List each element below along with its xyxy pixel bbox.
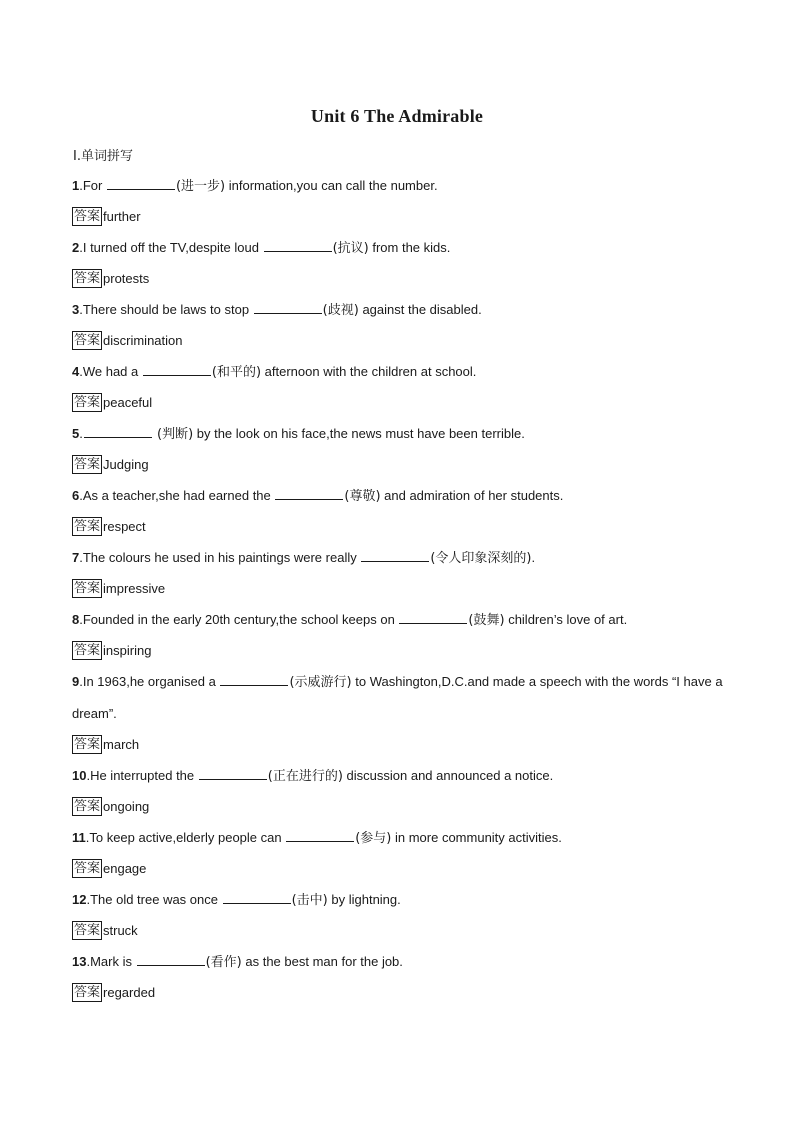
answer-row-11 (72, 853, 732, 884)
answer-row-9 (72, 729, 732, 760)
question-number: 4 (72, 364, 80, 379)
question-text-after: as the best man for the job. (241, 954, 403, 969)
answer-row-2 (72, 263, 732, 294)
answer-blank (220, 674, 288, 686)
question-6 (72, 480, 732, 511)
chinese-hint: (令人印象深刻的) (430, 551, 532, 566)
question-text-before: .As a teacher,she had earned the (79, 488, 275, 503)
question-text-before: .Founded in the early 20th century,the school keeps on (79, 612, 399, 627)
answer-row-8 (72, 635, 732, 666)
question-8 (72, 604, 732, 635)
chinese-hint: (击中) (291, 893, 328, 908)
answer-badge: 答案 (74, 271, 101, 286)
answer-badge: 答案 (74, 395, 101, 410)
question-text-after: afternoon with the children at school. (261, 364, 477, 379)
question-number: 13 (72, 954, 87, 969)
question-number: 1 (72, 178, 80, 193)
question-text-after: by the look on his face,the news must have been terrible. (193, 426, 525, 441)
question-text-before: . (79, 426, 83, 441)
answer-row-10 (72, 791, 732, 822)
question-7 (72, 542, 732, 573)
answer-text: peaceful (103, 395, 153, 410)
answer-blank (286, 830, 354, 842)
question-text-after: against the disabled. (358, 302, 482, 317)
chinese-hint: (尊敬) (344, 489, 381, 504)
question-11 (72, 822, 732, 853)
question-text-before: .For (79, 178, 106, 193)
answer-blank (275, 488, 343, 500)
question-text-after: discussion and announced a notice. (342, 768, 554, 783)
answer-row-6 (72, 511, 732, 542)
answer-text: Judging (103, 457, 149, 472)
answer-badge: 答案 (74, 457, 101, 472)
question-13 (72, 946, 732, 977)
question-text-after: to Washington,D.C.and made a speech with the words “I have a dream”. (72, 674, 723, 721)
question-2 (72, 232, 732, 263)
question-text-before: .The old tree was once (86, 892, 222, 907)
answer-row-5 (72, 449, 732, 480)
question-text-after: information,you can call the number. (225, 178, 438, 193)
answer-text: further (103, 209, 141, 224)
answer-text: respect (103, 519, 146, 534)
question-list (72, 170, 732, 1008)
question-1 (72, 170, 732, 201)
answer-text: engage (103, 861, 147, 876)
question-number: 7 (72, 550, 80, 565)
question-text-after: children’s love of art. (504, 612, 628, 627)
section-title: Ⅰ.单词拼写 (73, 149, 133, 164)
question-number: 2 (72, 240, 80, 255)
answer-blank (199, 768, 267, 780)
answer-blank (254, 302, 322, 314)
answer-badge: 答案 (74, 519, 101, 534)
question-number: 9 (72, 674, 80, 689)
answer-badge: 答案 (74, 737, 101, 752)
answer-text: protests (103, 271, 150, 286)
chinese-hint: (判断) (152, 427, 194, 442)
answer-blank (137, 954, 205, 966)
answer-text: impressive (103, 581, 166, 596)
answer-badge: 答案 (74, 985, 101, 1000)
answer-text: struck (103, 923, 138, 938)
question-4 (72, 356, 732, 387)
answer-blank (223, 892, 291, 904)
question-text-after: from the kids. (368, 240, 451, 255)
answer-row-7 (72, 573, 732, 604)
answer-blank (399, 612, 467, 624)
answer-badge: 答案 (74, 333, 101, 348)
question-number: 5 (72, 426, 80, 441)
page-title: Unit 6 The Admirable (310, 106, 484, 126)
chinese-hint: (歧视) (322, 303, 359, 318)
question-text-before: .Mark is (86, 954, 136, 969)
question-text-before: .There should be laws to stop (79, 302, 253, 317)
chinese-hint: (正在进行的) (267, 769, 343, 784)
answer-row-1 (72, 201, 732, 232)
answer-badge: 答案 (74, 923, 101, 938)
question-number: 8 (72, 612, 80, 627)
question-number: 12 (72, 892, 87, 907)
chinese-hint: (示威游行) (289, 675, 352, 690)
question-text-before: .I turned off the TV,despite loud (79, 240, 263, 255)
answer-text: discrimination (103, 333, 183, 348)
question-5 (72, 418, 732, 449)
question-text-after: in more community activities. (391, 830, 562, 845)
answer-badge: 答案 (74, 799, 101, 814)
chinese-hint: (参与) (355, 831, 392, 846)
answer-badge: 答案 (74, 209, 101, 224)
answer-row-13 (72, 977, 732, 1008)
question-number: 3 (72, 302, 80, 317)
answer-text: march (103, 737, 140, 752)
question-text-before: .We had a (79, 364, 142, 379)
chinese-hint: (抗议) (332, 241, 369, 256)
chinese-hint: (鼓舞) (468, 613, 505, 628)
answer-row-3 (72, 325, 732, 356)
question-text-after: . (531, 550, 536, 565)
question-text-before: .He interrupted the (86, 768, 198, 783)
question-text-before: .To keep active,elderly people can (85, 830, 286, 845)
answer-badge: 答案 (74, 861, 101, 876)
answer-badge: 答案 (74, 643, 101, 658)
answer-row-12 (72, 915, 732, 946)
question-number: 6 (72, 488, 80, 503)
answer-text: inspiring (103, 643, 152, 658)
question-12 (72, 884, 732, 915)
answer-blank (264, 240, 332, 252)
question-number: 11 (72, 830, 86, 845)
answer-blank (84, 426, 152, 438)
chinese-hint: (进一步) (175, 179, 226, 194)
chinese-hint: (和平的) (211, 365, 262, 380)
answer-badge: 答案 (74, 581, 101, 596)
chinese-hint: (看作) (205, 955, 242, 970)
answer-blank (361, 550, 429, 562)
answer-blank (143, 364, 211, 376)
question-10 (72, 760, 732, 791)
answer-row-4 (72, 387, 732, 418)
question-3 (72, 294, 732, 325)
question-text-before: .The colours he used in his paintings were really (79, 550, 361, 565)
answer-text: regarded (103, 985, 156, 1000)
question-text-after: by lightning. (327, 892, 401, 907)
question-text-before: .In 1963,he organised a (79, 674, 220, 689)
question-9 (72, 666, 732, 729)
question-number: 10 (72, 768, 87, 783)
answer-text: ongoing (103, 799, 150, 814)
answer-blank (107, 178, 175, 190)
question-text-after: and admiration of her students. (380, 488, 564, 503)
